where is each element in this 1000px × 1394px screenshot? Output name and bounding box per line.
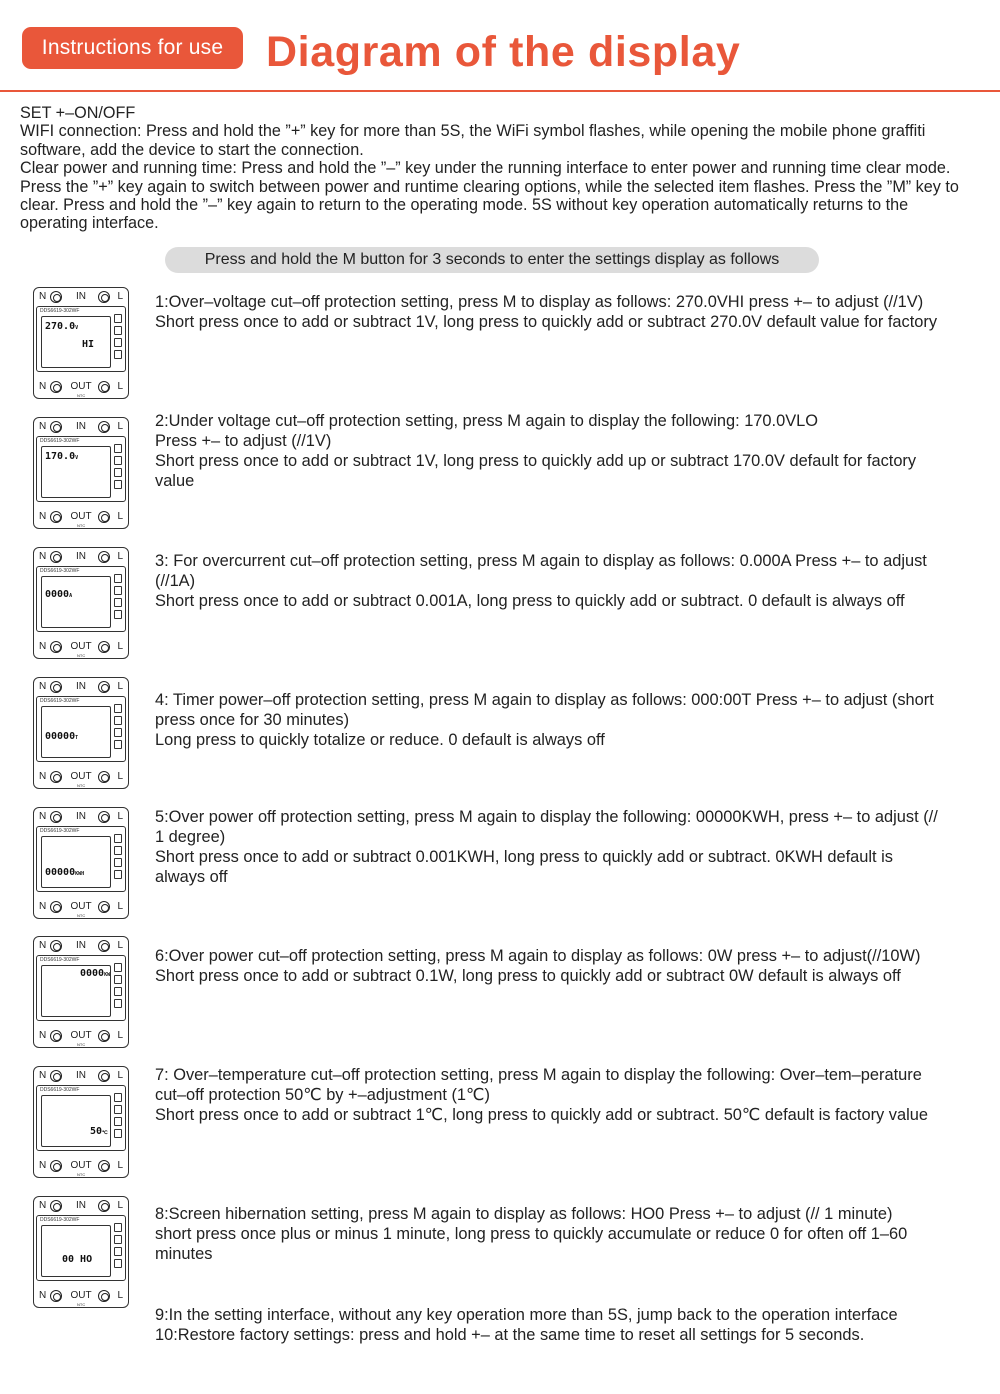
meter-key-icon xyxy=(114,834,122,843)
model-label: DDS6619-302WF xyxy=(40,828,80,834)
terminal-n-label: N xyxy=(39,681,47,692)
screw-icon xyxy=(50,1200,62,1212)
step-line: Press +– to adjust (//1V) xyxy=(155,432,332,450)
step-description xyxy=(155,1065,945,1125)
meter-illustration xyxy=(33,1066,129,1178)
terminal-l-label: L xyxy=(117,1160,123,1171)
meter-panel xyxy=(36,436,126,502)
terminal-in-label: IN xyxy=(76,291,86,302)
terminal-l-label: L xyxy=(117,1030,123,1041)
screw-icon xyxy=(50,511,62,523)
tail-note-10: 10:Restore factory settings: press and hold +– at the same time to reset all settings for 5 seconds. xyxy=(155,1326,865,1344)
meter-illustration xyxy=(33,417,129,529)
step-line: 8:Screen hibernation setting, press M again to display as follows: HO0 Press +– to adjust (// 1 minute) xyxy=(155,1205,893,1223)
meter-key-icon xyxy=(114,1129,122,1138)
screw-icon xyxy=(98,381,110,393)
step-line: Short press once to add or subtract 1V, long press to quickly add or subtract 270.0V default value for factory xyxy=(155,313,938,331)
meter-buttons xyxy=(114,314,124,362)
meter-buttons xyxy=(114,1093,124,1141)
terminal-l-label: L xyxy=(117,681,123,692)
lcd-digits: 00000 xyxy=(45,731,76,742)
screw-icon xyxy=(50,1290,62,1302)
step-line: 1:Over–voltage cut–off protection setting, press M to display as follows: 270.0VHI press +– to adjust (//1V) xyxy=(155,293,924,311)
terminal-in-label: IN xyxy=(76,551,86,562)
meter-key-icon xyxy=(114,326,122,335)
page-title: Diagram of the display xyxy=(266,28,741,76)
lcd-screen xyxy=(41,316,111,368)
input-terminals xyxy=(35,939,127,953)
screw-icon xyxy=(98,1030,110,1042)
ntc-label: NTC xyxy=(77,393,86,398)
terminal-out-label: OUT xyxy=(70,1290,92,1301)
meter-key-icon xyxy=(114,610,122,619)
screw-icon xyxy=(98,1070,110,1082)
meter-key-icon xyxy=(114,1223,122,1232)
meter-illustration xyxy=(33,1196,129,1308)
input-terminals xyxy=(35,810,127,824)
lcd-screen xyxy=(41,965,111,1017)
screw-icon xyxy=(98,551,110,563)
terminal-in-label: IN xyxy=(76,811,86,822)
screw-icon xyxy=(98,901,110,913)
screw-icon xyxy=(50,940,62,952)
meter-key-icon xyxy=(114,716,122,725)
lcd-value xyxy=(45,321,78,332)
step-line: 2:Under voltage cut–off protection setting, press M again to display the following: 170.0VLO xyxy=(155,412,819,430)
terminal-out-label: OUT xyxy=(70,771,92,782)
lcd-value xyxy=(45,451,78,462)
lcd-screen xyxy=(41,1095,111,1147)
ntc-label: NTC xyxy=(77,913,86,918)
screw-icon xyxy=(50,1030,62,1042)
terminal-l-label: L xyxy=(117,901,123,912)
screw-icon xyxy=(50,551,62,563)
screw-icon xyxy=(98,1160,110,1172)
input-terminals xyxy=(35,680,127,694)
lcd-digits: 0000 xyxy=(80,968,105,979)
meter-key-icon xyxy=(114,480,122,489)
input-terminals xyxy=(35,550,127,564)
terminal-n-label: N xyxy=(39,811,47,822)
meter-key-icon xyxy=(114,858,122,867)
step-line: 7: Over–temperature cut–off protection setting, press M again to display the following: Over–tem–perature cut–off protection 50℃ by +–adjustment (1℃) xyxy=(155,1066,922,1104)
terminal-n-label: N xyxy=(39,901,47,912)
step-line: Short press once to add or subtract 1℃, long press to quickly add or subtract. 50℃ default is factory value xyxy=(155,1106,928,1124)
terminal-out-label: OUT xyxy=(70,1030,92,1041)
terminal-n-label: N xyxy=(39,381,47,392)
input-terminals xyxy=(35,1199,127,1213)
lcd-unit: V xyxy=(75,455,79,461)
step-line: Long press to quickly totalize or reduce. 0 default is always off xyxy=(155,731,605,749)
meter-illustration xyxy=(33,547,129,659)
intro-text xyxy=(20,104,980,233)
screw-icon xyxy=(50,771,62,783)
lcd-screen xyxy=(41,836,111,888)
step-line: Short press once to add or subtract 0.001A, long press to quickly add or subtract. 0 default is always off xyxy=(155,592,905,610)
meter-buttons xyxy=(114,444,124,492)
step-line: Short press once to add or subtract 1V, long press to quickly add up or subtract 170.0V default for factory value xyxy=(155,452,917,490)
meter-key-icon xyxy=(114,963,122,972)
terminal-in-label: IN xyxy=(76,421,86,432)
terminal-l-label: L xyxy=(117,291,123,302)
settings-hint-pill: Press and hold the M button for 3 seconds to enter the settings display as follows xyxy=(165,247,819,273)
terminal-l-label: L xyxy=(117,511,123,522)
lcd-digits: 0000 xyxy=(45,589,70,600)
step-line: 4: Timer power–off protection setting, press M again to display as follows: 000:00T Press +– to adjust (short press once for 30 minutes) xyxy=(155,691,934,729)
terminal-n-label: N xyxy=(39,1070,47,1081)
output-terminals xyxy=(35,1159,127,1173)
meter-key-icon xyxy=(114,975,122,984)
screw-icon xyxy=(50,1070,62,1082)
terminal-n-label: N xyxy=(39,1030,47,1041)
lcd-unit: A xyxy=(69,593,73,599)
output-terminals xyxy=(35,1029,127,1043)
lcd-value xyxy=(45,867,84,878)
input-terminals xyxy=(35,420,127,434)
terminal-l-label: L xyxy=(117,1200,123,1211)
model-label: DDS6619-302WF xyxy=(40,568,80,574)
meter-buttons xyxy=(114,963,124,1011)
screw-icon xyxy=(50,1160,62,1172)
meter-key-icon xyxy=(114,338,122,347)
screw-icon xyxy=(98,641,110,653)
meter-key-icon xyxy=(114,1247,122,1256)
meter-panel xyxy=(36,696,126,762)
model-label: DDS6619-302WF xyxy=(40,308,80,314)
lcd-digits: 170.0 xyxy=(45,451,76,462)
terminal-n-label: N xyxy=(39,940,47,951)
terminal-n-label: N xyxy=(39,771,47,782)
terminal-out-label: OUT xyxy=(70,381,92,392)
meter-key-icon xyxy=(114,586,122,595)
step-line: Short press once to add or subtract 0.1W, long press to quickly add or subtract 0W default is always off xyxy=(155,967,901,985)
terminal-l-label: L xyxy=(117,811,123,822)
lcd-screen xyxy=(41,706,111,758)
terminal-n-label: N xyxy=(39,551,47,562)
step-description xyxy=(155,807,945,887)
meter-key-icon xyxy=(114,987,122,996)
terminal-out-label: OUT xyxy=(70,1160,92,1171)
intro-line: WIFI connection: Press and hold the ”+” key for more than 5S, the WiFi symbol flashes, while opening the mobile phone graffiti software, add the device to start the connection. xyxy=(20,122,926,159)
meter-panel xyxy=(36,1085,126,1151)
terminal-l-label: L xyxy=(117,551,123,562)
output-terminals xyxy=(35,510,127,524)
terminal-l-label: L xyxy=(117,641,123,652)
tail-notes xyxy=(155,1305,945,1345)
tail-note-9: 9:In the setting interface, without any key operation more than 5S, jump back to the operation interface xyxy=(155,1306,898,1324)
meter-buttons xyxy=(114,704,124,752)
lcd-unit: V xyxy=(75,325,79,331)
meter-key-icon xyxy=(114,574,122,583)
screw-icon xyxy=(98,1200,110,1212)
terminal-l-label: L xyxy=(117,940,123,951)
meter-panel xyxy=(36,826,126,892)
screw-icon xyxy=(50,291,62,303)
meter-key-icon xyxy=(114,314,122,323)
output-terminals xyxy=(35,900,127,914)
meter-key-icon xyxy=(114,350,122,359)
meter-key-icon xyxy=(114,846,122,855)
meter-panel xyxy=(36,566,126,632)
lcd-unit: KW xyxy=(104,972,111,978)
meter-key-icon xyxy=(114,740,122,749)
meter-key-icon xyxy=(114,1235,122,1244)
step-line: 6:Over power cut–off protection setting, press M again to display as follows: 0W press +– to adjust(//10W) xyxy=(155,947,921,965)
meter-key-icon xyxy=(114,1093,122,1102)
step-line: Short press once to add or subtract 0.001KWH, long press to quickly add or subtract. 0KWH default is always off xyxy=(155,848,893,886)
model-label: DDS6619-302WF xyxy=(40,957,80,963)
lcd-unit: T xyxy=(75,735,79,741)
model-label: DDS6619-302WF xyxy=(40,438,80,444)
terminal-in-label: IN xyxy=(76,1070,86,1081)
screw-icon xyxy=(98,940,110,952)
terminal-n-label: N xyxy=(39,641,47,652)
screw-icon xyxy=(98,421,110,433)
terminal-n-label: N xyxy=(39,511,47,522)
meter-key-icon xyxy=(114,1259,122,1268)
screw-icon xyxy=(98,811,110,823)
meter-panel xyxy=(36,955,126,1021)
meter-key-icon xyxy=(114,728,122,737)
ntc-label: NTC xyxy=(77,1302,86,1307)
step-description xyxy=(155,946,945,986)
output-terminals xyxy=(35,770,127,784)
terminal-n-label: N xyxy=(39,1290,47,1301)
step-description xyxy=(155,292,945,332)
intro-line: SET +–ON/OFF xyxy=(20,104,136,122)
model-label: DDS6619-302WF xyxy=(40,1087,80,1093)
ntc-label: NTC xyxy=(77,523,86,528)
screw-icon xyxy=(50,681,62,693)
meter-illustration xyxy=(33,936,129,1048)
terminal-out-label: OUT xyxy=(70,511,92,522)
step-description xyxy=(155,690,945,750)
ntc-label: NTC xyxy=(77,783,86,788)
meter-key-icon xyxy=(114,1105,122,1114)
screw-icon xyxy=(50,381,62,393)
step-description xyxy=(155,1204,945,1264)
intro-line: Clear power and running time: Press and hold the ”–” key under the running interface to enter power and running time clear mode. Press the ”+” key again to switch between power and runtime clearing options, while the selected item flashes. Press the ”M” key to clear. Press and hold the ”–” key again to return to the operating mode. 5S without key operation automatically returns to the operating interface. xyxy=(20,159,959,233)
ntc-label: NTC xyxy=(77,653,86,658)
terminal-in-label: IN xyxy=(76,940,86,951)
lcd-digits: 00000 xyxy=(45,867,76,878)
terminal-out-label: OUT xyxy=(70,641,92,652)
lcd-unit: ℃ xyxy=(102,1130,108,1136)
header xyxy=(0,0,1000,92)
screw-icon xyxy=(98,771,110,783)
screw-icon xyxy=(98,291,110,303)
lcd-digits: 270.0 xyxy=(45,321,76,332)
lcd-digits: 50 xyxy=(90,1126,103,1137)
meter-panel xyxy=(36,306,126,372)
screw-icon xyxy=(98,511,110,523)
header-divider xyxy=(0,90,1000,92)
step-description xyxy=(155,411,945,491)
meter-key-icon xyxy=(114,704,122,713)
lcd-screen xyxy=(41,446,111,498)
terminal-n-label: N xyxy=(39,1200,47,1211)
input-terminals xyxy=(35,290,127,304)
screw-icon xyxy=(50,901,62,913)
screw-icon xyxy=(50,641,62,653)
instructions-badge: Instructions for use xyxy=(22,27,243,69)
step-line: short press once plus or minus 1 minute, long press to quickly accumulate or reduce 0 for often off 1–60 minutes xyxy=(155,1225,908,1263)
lcd-value xyxy=(80,968,110,979)
terminal-n-label: N xyxy=(39,421,47,432)
lcd-digits: 00 HO xyxy=(62,1254,93,1265)
meter-key-icon xyxy=(114,468,122,477)
lcd-value xyxy=(45,589,72,600)
meter-panel xyxy=(36,1215,126,1281)
terminal-l-label: L xyxy=(117,1070,123,1081)
meter-illustration xyxy=(33,677,129,789)
output-terminals xyxy=(35,640,127,654)
screw-icon xyxy=(98,681,110,693)
terminal-l-label: L xyxy=(117,381,123,392)
lcd-unit: KWH xyxy=(75,871,85,877)
terminal-l-label: L xyxy=(117,421,123,432)
input-terminals xyxy=(35,1069,127,1083)
meter-buttons xyxy=(114,834,124,882)
terminal-in-label: IN xyxy=(76,1200,86,1211)
step-description xyxy=(155,551,945,611)
meter-buttons xyxy=(114,1223,124,1271)
step-line: 5:Over power off protection setting, press M again to display the following: 00000KWH, press +– to adjust (// 1 degree) xyxy=(155,808,938,846)
screw-icon xyxy=(98,1290,110,1302)
lcd-screen xyxy=(41,576,111,628)
meter-buttons xyxy=(114,574,124,622)
meter-illustration xyxy=(33,807,129,919)
terminal-l-label: L xyxy=(117,771,123,782)
meter-key-icon xyxy=(114,870,122,879)
lcd-value xyxy=(45,731,78,742)
meter-key-icon xyxy=(114,598,122,607)
step-line: 3: For overcurrent cut–off protection setting, press M again to display as follows: 0.000A Press +– to adjust (//1A) xyxy=(155,552,927,590)
terminal-l-label: L xyxy=(117,1290,123,1301)
meter-key-icon xyxy=(114,444,122,453)
lcd-value xyxy=(62,1254,92,1265)
terminal-n-label: N xyxy=(39,291,47,302)
lcd-value xyxy=(90,1126,108,1137)
lcd-screen xyxy=(41,1225,111,1277)
meter-key-icon xyxy=(114,456,122,465)
meter-key-icon xyxy=(114,999,122,1008)
output-terminals xyxy=(35,380,127,394)
meter-key-icon xyxy=(114,1117,122,1126)
screw-icon xyxy=(50,421,62,433)
terminal-out-label: OUT xyxy=(70,901,92,912)
ntc-label: NTC xyxy=(77,1172,86,1177)
terminal-n-label: N xyxy=(39,1160,47,1171)
terminal-in-label: IN xyxy=(76,681,86,692)
model-label: DDS6619-302WF xyxy=(40,1217,80,1223)
screw-icon xyxy=(50,811,62,823)
meter-illustration xyxy=(33,287,129,399)
ntc-label: NTC xyxy=(77,1042,86,1047)
output-terminals xyxy=(35,1289,127,1303)
lcd-extra: HI xyxy=(82,339,95,350)
model-label: DDS6619-302WF xyxy=(40,698,80,704)
